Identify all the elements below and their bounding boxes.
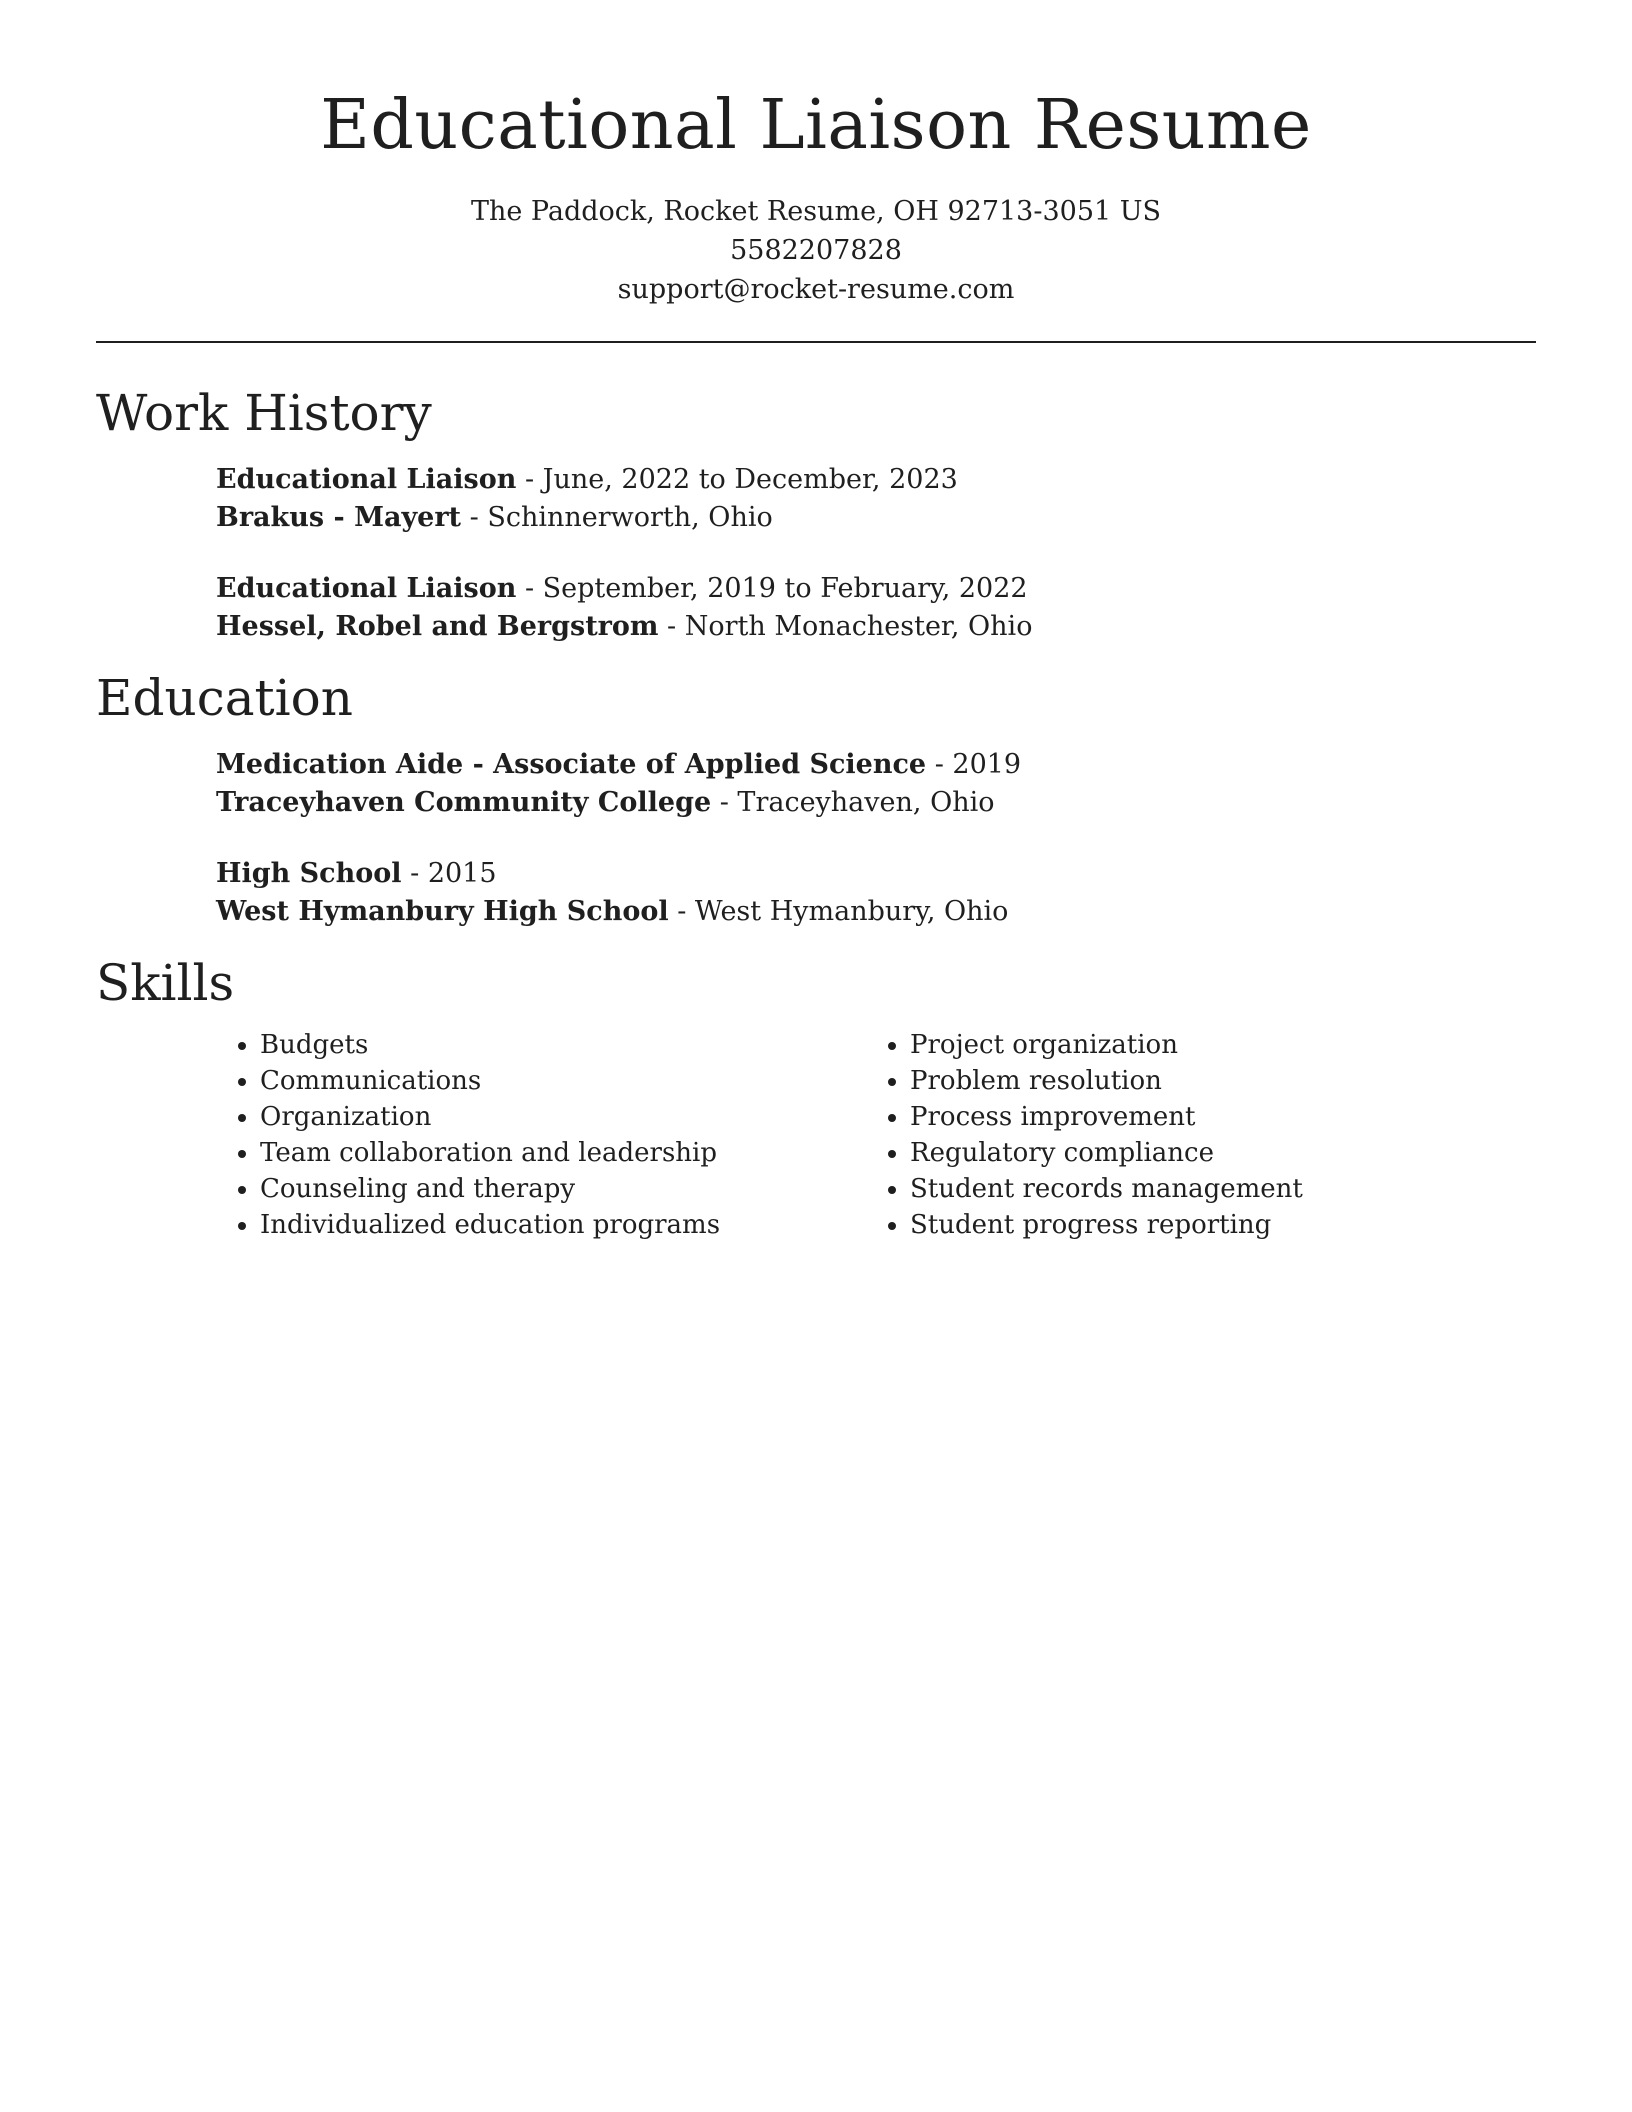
skill-item: • Regulatory compliance bbox=[910, 1135, 1303, 1171]
education-entry bbox=[216, 746, 1536, 822]
school-location: - West Hymanbury, Ohio bbox=[668, 896, 1009, 927]
company-location: - Schinnerworth, Ohio bbox=[461, 502, 773, 533]
resume-header bbox=[96, 0, 1536, 309]
work-entry bbox=[216, 461, 1536, 537]
skill-item: • Student progress reporting bbox=[910, 1207, 1303, 1243]
school-name: West Hymanbury High School bbox=[216, 896, 669, 927]
skill-item: • Project organization bbox=[910, 1027, 1303, 1063]
skill-item: • Budgets bbox=[260, 1027, 866, 1063]
work-entry-title-line bbox=[216, 461, 1536, 499]
skill-item: • Student records management bbox=[910, 1171, 1303, 1207]
skill-item: • Communications bbox=[260, 1063, 866, 1099]
work-entry-company-line bbox=[216, 608, 1536, 646]
job-dates: - June, 2022 to December, 2023 bbox=[516, 464, 958, 495]
work-entry bbox=[216, 570, 1536, 646]
skill-item: • Individualized education programs bbox=[260, 1207, 866, 1243]
degree-name: Medication Aide - Associate of Applied Science bbox=[216, 749, 927, 780]
skills-list-right bbox=[866, 1027, 1303, 1243]
header-divider bbox=[96, 341, 1536, 343]
skill-item: • Organization bbox=[260, 1099, 866, 1135]
resume-title: Educational Liaison Resume bbox=[320, 86, 1312, 165]
school-name: Traceyhaven Community College bbox=[216, 787, 712, 818]
education-degree-line bbox=[216, 855, 1536, 893]
contact-email: support@rocket-resume.com bbox=[617, 274, 1015, 305]
degree-year: - 2015 bbox=[401, 858, 497, 889]
education-school-line bbox=[216, 784, 1536, 822]
school-location: - Traceyhaven, Ohio bbox=[711, 787, 995, 818]
job-title: Educational Liaison bbox=[216, 573, 517, 604]
company-name: Brakus - Mayert bbox=[216, 502, 462, 533]
contact-info bbox=[96, 192, 1536, 309]
education-school-line bbox=[216, 893, 1536, 931]
work-entry-title-line bbox=[216, 570, 1536, 608]
degree-year: - 2019 bbox=[926, 749, 1022, 780]
education-entry bbox=[216, 855, 1536, 931]
work-history-heading: Work History bbox=[96, 384, 432, 442]
company-name: Hessel, Robel and Bergstrom bbox=[216, 611, 659, 642]
education-heading: Education bbox=[96, 669, 353, 727]
contact-address: The Paddock, Rocket Resume, OH 92713-3051 US bbox=[470, 196, 1162, 227]
education-list bbox=[216, 746, 1536, 931]
skills-list-left bbox=[216, 1027, 866, 1243]
skill-item: • Process improvement bbox=[910, 1099, 1303, 1135]
skill-item: • Counseling and therapy bbox=[260, 1171, 866, 1207]
job-title: Educational Liaison bbox=[216, 464, 517, 495]
job-dates: - September, 2019 to February, 2022 bbox=[516, 573, 1028, 604]
skills-heading: Skills bbox=[96, 954, 235, 1012]
contact-phone: 5582207828 bbox=[730, 235, 902, 266]
work-history-list bbox=[216, 461, 1536, 646]
skill-item: • Team collaboration and leadership bbox=[260, 1135, 866, 1171]
work-entry-company-line bbox=[216, 499, 1536, 537]
company-location: - North Monachester, Ohio bbox=[658, 611, 1033, 642]
resume-page bbox=[96, 0, 1536, 1243]
skills-columns bbox=[216, 1027, 1536, 1243]
degree-name: High School bbox=[216, 858, 402, 889]
education-degree-line bbox=[216, 746, 1536, 784]
skill-item: • Problem resolution bbox=[910, 1063, 1303, 1099]
